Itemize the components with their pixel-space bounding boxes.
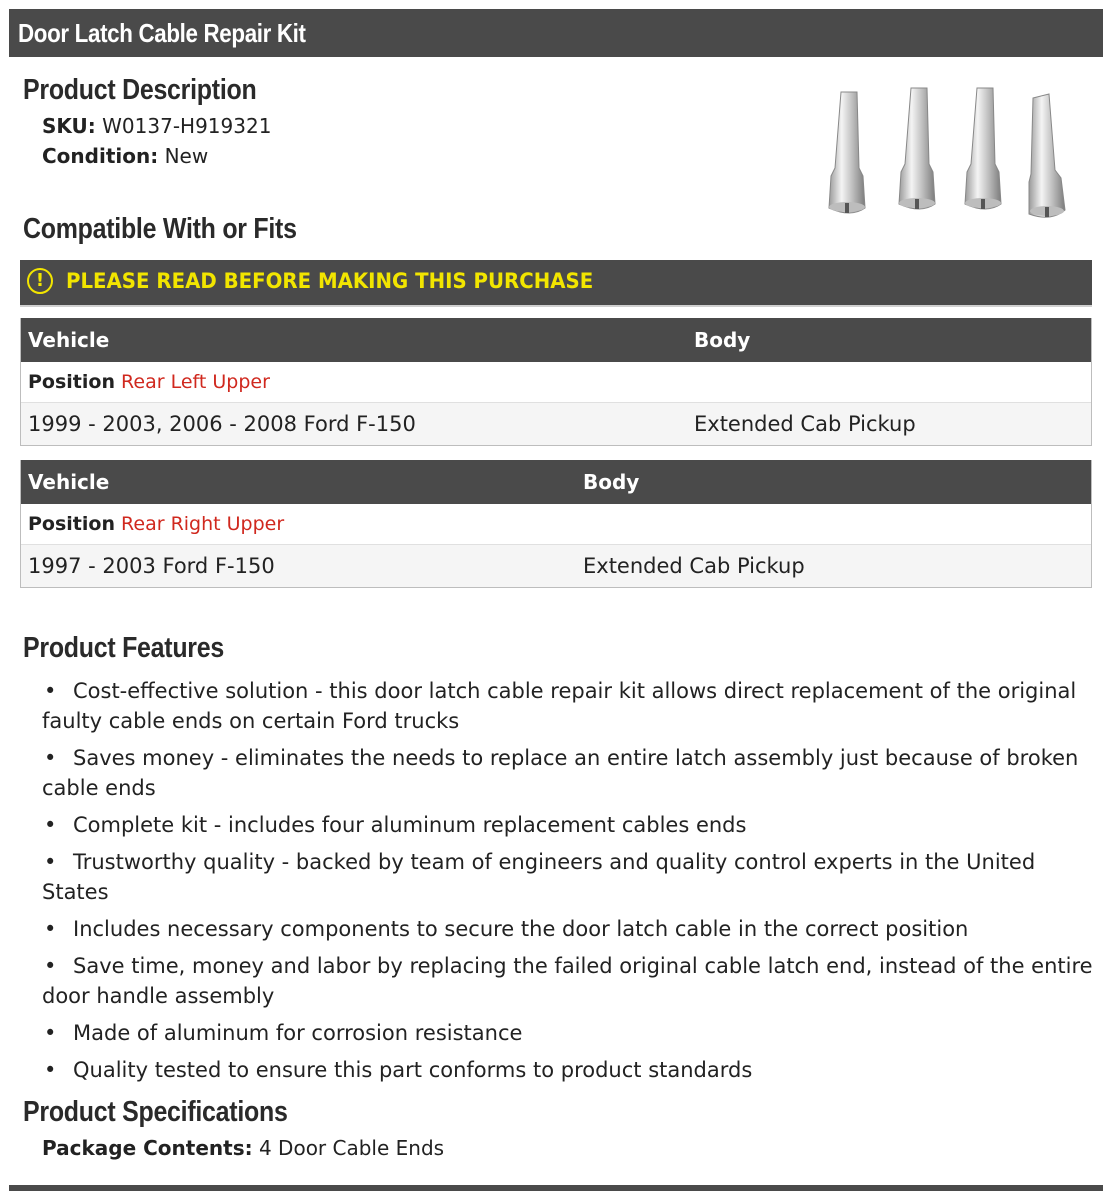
table-row [21,403,1091,445]
bullet-icon: • [44,954,57,978]
condition-line [42,144,208,168]
bullet-icon: • [44,1058,57,1082]
product-image[interactable] [815,80,1085,230]
package-contents-label: Package Contents: [42,1136,253,1160]
feature-text: Includes necessary components to secure the door latch cable in the correct position [73,917,969,941]
title-bar [9,9,1103,57]
list-item [42,847,1102,907]
sku-value: W0137-H919321 [102,114,272,138]
position-label: Position [28,513,115,535]
condition-value: New [164,144,209,168]
feature-text: Quality tested to ensure this part conforms to product standards [73,1058,753,1082]
list-item [42,743,1102,803]
feature-text: Complete kit - includes four aluminum replacement cables ends [73,813,747,837]
cable-end-1 [829,92,865,213]
position-label: Position [28,371,115,393]
feature-text: Trustworthy quality - backed by team of engineers and quality control experts in the United States [42,850,1036,904]
bullet-icon: • [44,917,57,941]
features-list [42,676,1102,1092]
col-vehicle: Vehicle [28,470,110,494]
bullet-icon: • [44,850,57,874]
feature-text: Save time, money and labor by replacing the failed original cable latch end, instead of the entire door handle assembly [42,954,1093,1008]
sku-line [42,114,271,138]
feature-text: Saves money - eliminates the needs to replace an entire latch assembly just because of broken cable ends [42,746,1079,800]
package-contents-line [42,1136,444,1160]
sku-label: SKU: [42,114,96,138]
bullet-icon: • [44,1021,57,1045]
compatibility-heading: Compatible With or Fits [23,213,297,245]
bottom-divider [9,1185,1103,1191]
position-value: Rear Left Upper [121,371,270,393]
cable-end-2 [899,88,935,209]
position-row [21,504,1091,545]
list-item [42,1055,1102,1085]
col-body: Body [694,328,751,352]
bullet-icon: • [44,813,57,837]
bullet-icon: • [44,746,57,770]
package-contents-value: 4 Door Cable Ends [258,1136,445,1160]
position-row [21,362,1091,403]
fitment-table-1 [20,318,1092,446]
cable-end-4 [1029,94,1065,217]
body-cell: Extended Cab Pickup [583,554,805,578]
vehicle-cell: 1999 - 2003, 2006 - 2008 Ford F-150 [28,412,416,436]
warning-icon: ! [27,268,53,294]
feature-text: Cost-effective solution - this door latch cable repair kit allows direct replacement of the original faulty cable ends on certain Ford trucks [42,679,1077,733]
vehicle-cell: 1997 - 2003 Ford F-150 [28,554,275,578]
page-title: Door Latch Cable Repair Kit [18,18,306,48]
cable-end-3 [965,88,1001,209]
list-item [42,1018,1102,1048]
position-value: Rear Right Upper [121,513,285,535]
condition-label: Condition: [42,144,159,168]
table-row [21,545,1091,587]
list-item [42,914,1102,944]
fitment-table-2 [20,460,1092,588]
list-item [42,951,1102,1011]
fitment-header [21,460,1091,504]
product-specifications-heading: Product Specifications [23,1096,288,1128]
feature-text: Made of aluminum for corrosion resistance [73,1021,523,1045]
product-description-heading: Product Description [23,74,257,106]
body-cell: Extended Cab Pickup [694,412,916,436]
warning-text: PLEASE READ BEFORE MAKING THIS PURCHASE [66,269,594,293]
col-body: Body [583,470,640,494]
list-item [42,810,1102,840]
purchase-warning-banner [20,260,1092,307]
bullet-icon: • [44,679,57,703]
product-features-heading: Product Features [23,632,224,664]
col-vehicle: Vehicle [28,328,110,352]
fitment-header [21,318,1091,362]
list-item [42,676,1102,736]
